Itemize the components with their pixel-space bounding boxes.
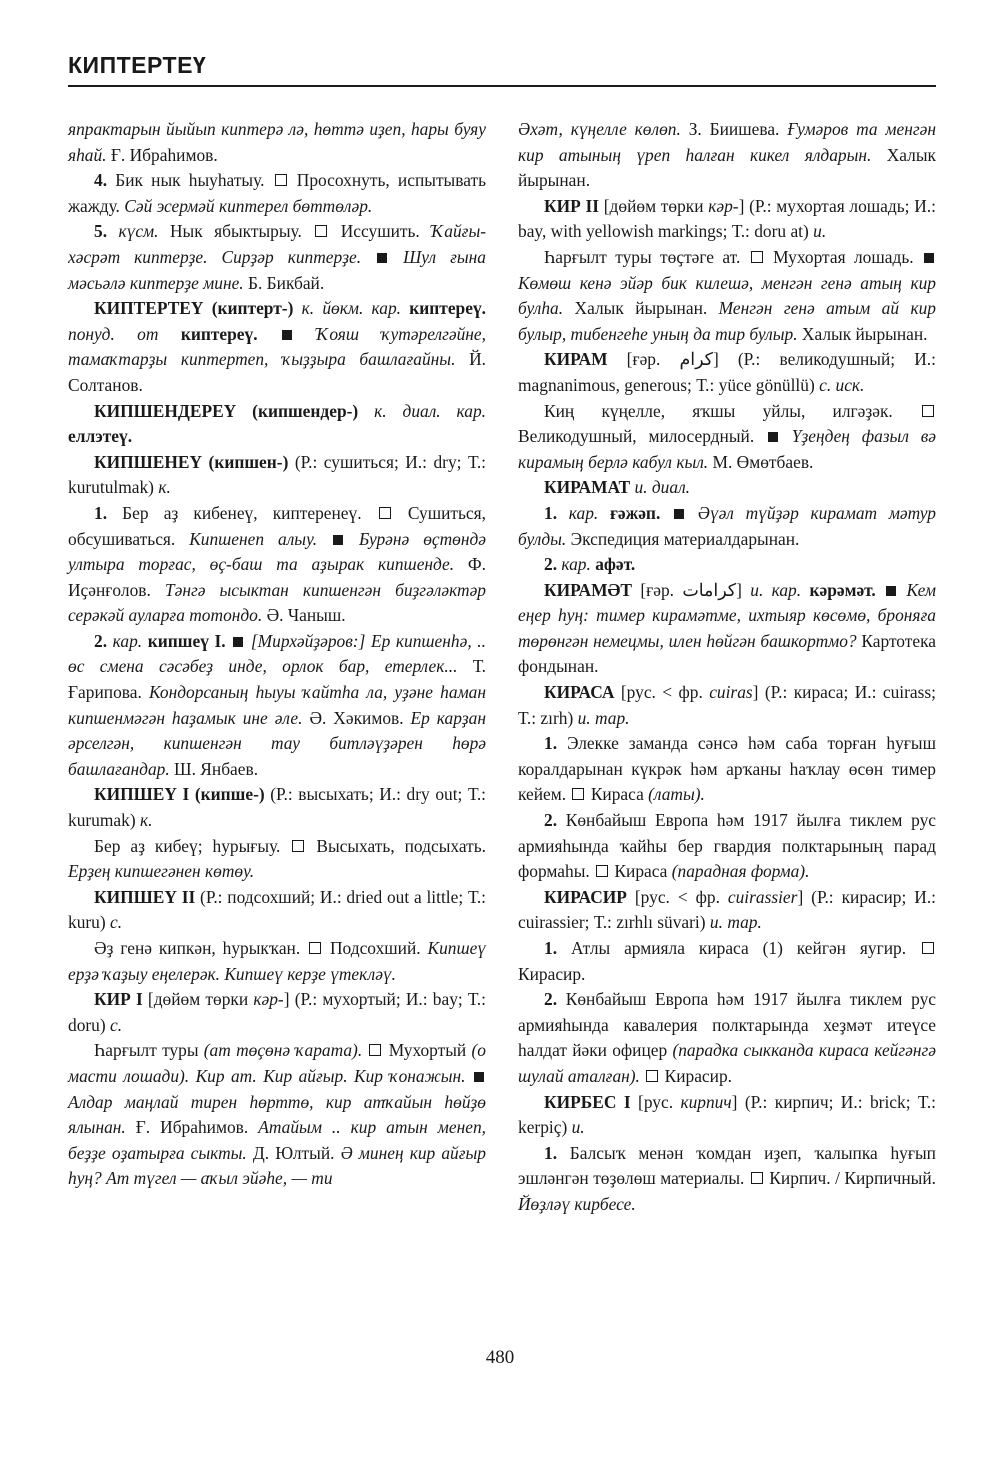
text-segment xyxy=(401,298,409,318)
text-segment: [ғәр. کرامات] xyxy=(631,579,751,600)
text-segment: Мухортый xyxy=(383,1040,472,1061)
italic-text: и. xyxy=(571,1117,585,1138)
entry-paragraph xyxy=(518,194,936,245)
text-segment: Кирасир. xyxy=(518,963,586,984)
text-segment: Киң күңелле, яҡшы уйлы, илгәҙәк. xyxy=(544,400,920,421)
text-segment: Көнбайыш Европа һәм 1917 йылға тиклем рус армияһында ҡайһы бер гвардия полктарының парад формаһы. xyxy=(518,810,936,882)
entry-paragraph xyxy=(518,501,936,552)
italic-text: кәр- xyxy=(708,195,739,216)
text-segment: ] (Р.: кираса; И.: cuirass; Т.: zırh) xyxy=(518,682,936,728)
headword-text: 2. xyxy=(544,989,558,1010)
italic-text: Кондорсаның һыуы ҡайтһа ла, уҙәне һаман кипшенмәгән һаҙамык ине әле. xyxy=(68,682,486,728)
italic-text: [Мирхәйҙәров:] Ер кипшенһә, .. өс смена сәсәбеҙ инде, орлок бар, етерлек... xyxy=(68,630,486,677)
translation-square-icon xyxy=(292,840,304,852)
entry-paragraph xyxy=(518,731,936,808)
headword-text: КИРАСА xyxy=(544,682,615,703)
translation-square-icon xyxy=(646,1070,658,1082)
example-square-icon xyxy=(233,637,243,647)
text-segment: Й. Солтанов. xyxy=(68,349,486,395)
text-segment: [рус. < фр. xyxy=(614,682,710,703)
translation-square-icon xyxy=(315,225,327,237)
text-segment: Нык ябыктырыу. xyxy=(158,221,314,242)
headword-text: КИПШЕҮ I (кипше-) xyxy=(94,784,265,805)
text-segment xyxy=(362,1040,367,1060)
headword-text: КИРБЕС I xyxy=(544,1091,631,1112)
italic-text: Ҡояш ҡутәрелгәйне, тамаҡтарҙы киптертеп, ҡыҙҙыра башлағайны. xyxy=(68,323,486,370)
text-segment: ] (Р.: кирпич; И.: brick; Т.: kerpiç) xyxy=(518,1091,936,1138)
headword-text: КИПШЕНЕҮ (кипшен-) xyxy=(94,451,289,472)
entry-paragraph xyxy=(68,117,486,168)
text-segment: (Р.: высыхать; И.: dry out; Т.: kurumak) xyxy=(68,784,487,831)
translation-square-icon xyxy=(922,405,934,417)
italic-text: Ерҙең кипшегәнен көтөу. xyxy=(68,861,255,882)
italic-text: Сәй эсермәй киптерел бөттөләр. xyxy=(124,195,373,216)
example-square-icon xyxy=(768,432,778,442)
text-segment: [ғәр. کرام] (Р.: великодушный; И.: magnanimous, generous; Т.: yüce gönüllü) xyxy=(518,349,936,395)
entry-paragraph xyxy=(68,834,486,885)
italic-text: Кипшенеп алыу. xyxy=(189,528,318,549)
headword-text: КИРАМАТ xyxy=(544,477,631,498)
text-segment: Картотека фондынан. xyxy=(518,630,936,677)
headword-text: 4. xyxy=(94,170,108,191)
italic-text: и. тар. xyxy=(709,912,762,933)
entry-paragraph xyxy=(68,450,486,501)
entry-paragraph xyxy=(518,117,936,194)
italic-text: Кипшеү ерҙә ҡаҙыу еңелерәк. Кипшеү керҙе үтекләү. xyxy=(68,938,486,984)
italic-text: Ҡайғы-хәсрәт киптерҙе. Сирҙәр киптерҙе. xyxy=(68,221,487,267)
text-segment: Халык йырынан. xyxy=(797,323,928,344)
italic-text: Ә минең кир айғыр һуң? Ат түгел — аҡыл эйәһе, — ти xyxy=(68,1142,486,1189)
left-column xyxy=(68,117,486,1192)
italic-text: Бурәнә өҫтөндә ултыра торғас, өҫ-баш та аҙырак кипшенде. xyxy=(68,528,487,575)
example-square-icon xyxy=(924,253,934,263)
text-segment: [рус. xyxy=(630,1091,681,1112)
text-segment xyxy=(598,503,610,523)
entry-paragraph xyxy=(68,399,486,450)
text-segment xyxy=(317,529,331,549)
headword-text: КИПШЕНДЕРЕҮ (кипшендер-) xyxy=(94,400,359,421)
italic-text: к. xyxy=(158,477,171,498)
text-segment: М. Өмөтбаев. xyxy=(708,451,814,472)
headword-text: 1. xyxy=(94,502,108,523)
headword-text: еллэтеү. xyxy=(68,426,133,447)
text-segment: Халык йырынан. xyxy=(518,144,936,191)
text-segment xyxy=(158,324,180,344)
entry-paragraph xyxy=(68,219,486,296)
text-segment: Кирасир. xyxy=(660,1065,733,1086)
headword-text: афәт. xyxy=(595,554,636,575)
translation-square-icon xyxy=(379,507,391,519)
entry-paragraph xyxy=(518,1141,936,1218)
italic-text: cuirassier xyxy=(727,886,798,907)
translation-square-icon xyxy=(369,1044,381,1056)
text-segment xyxy=(258,324,280,344)
italic-text: Тәнгә ысыктан кипшенгән биҙгәләктәр серәкәй ауларға тотондо. xyxy=(68,579,486,626)
headword-text: 1. xyxy=(544,733,558,754)
headword-text: 2. xyxy=(94,630,108,651)
text-segment: Ғ. Ибраһимов. xyxy=(106,144,218,165)
entry-paragraph xyxy=(518,552,936,578)
text-segment: Бер аҙ кибенеү, киптеренеү. xyxy=(107,502,377,523)
italic-text: и. кар. xyxy=(750,579,802,600)
text-segment: Ғ. Ибраһимов. xyxy=(125,1117,259,1138)
text-segment: Бик нык һыуһатыу. xyxy=(107,170,273,191)
headword-text: кипшеү I. xyxy=(147,630,226,651)
text-segment xyxy=(660,503,672,523)
italic-text: Ғумәров та менгән кир атының үреп һалған кикел ялдарын. xyxy=(518,119,936,165)
text-segment: Атлы армияла кираса (1) кейгән яугир. xyxy=(557,938,920,958)
text-segment: Һарғылт туры төҫтәге ат. xyxy=(544,246,749,267)
example-square-icon xyxy=(886,586,896,596)
entry-paragraph xyxy=(518,885,936,936)
entry-paragraph xyxy=(68,501,486,629)
entry-paragraph xyxy=(68,168,486,219)
text-segment: Подсохший. xyxy=(323,938,428,958)
headword-text: 1. xyxy=(544,502,558,523)
text-segment: Д. Юлтый. xyxy=(246,1142,341,1163)
text-segment: Мухортая лошадь. xyxy=(764,246,922,267)
text-segment: [дөйөм төрки xyxy=(599,195,709,216)
headword-text: КИР I xyxy=(94,989,143,1010)
text-segment: Көнбайыш Европа һәм 1917 йылға тиклем рус армияһында кавалерия полктарында хеҙмәт итеүсе һалдат йәки офицер xyxy=(518,989,936,1061)
headword-text: киптереү. xyxy=(409,298,486,319)
headword-text: ғәжәп. xyxy=(609,502,661,523)
page-number: 480 xyxy=(485,1347,515,1368)
text-segment xyxy=(640,1066,644,1086)
running-head: КИПТЕРТЕҮ xyxy=(68,52,207,78)
italic-text: и. тар. xyxy=(577,707,630,728)
entry-paragraph xyxy=(68,782,486,833)
italic-text: (о масти лошади). Кир ат. Кир айғыр. Кир ҡонажын. xyxy=(68,1040,486,1086)
italic-text: Алдар маңлай тирен һөрттө, кир атҡайын һөйҙө ялынан. xyxy=(68,1091,486,1138)
italic-text: Менгән генә атым ай кир булыр, тибенгеһе уның да тир булыр. xyxy=(518,298,936,344)
example-square-icon xyxy=(282,330,292,340)
text-segment: Т. Ғарипова. xyxy=(68,656,486,703)
italic-text: и. xyxy=(813,221,827,242)
translation-square-icon xyxy=(275,174,287,186)
italic-text: кар. xyxy=(557,502,599,523)
headword-text: кәрәмәт. xyxy=(809,579,876,600)
text-segment: Ә. Хәкимов. xyxy=(302,707,411,728)
italic-text: (парадная форма). xyxy=(671,861,810,882)
text-segment: Ш. Янбаев. xyxy=(169,758,259,779)
italic-text: кәр- xyxy=(253,989,284,1010)
text-segment xyxy=(361,247,375,267)
header-rule xyxy=(68,85,936,87)
italic-text: Әүәл түйҙәр кирамат мәтур булды. xyxy=(518,502,936,549)
text-segment xyxy=(226,631,232,651)
right-column xyxy=(518,117,936,1218)
italic-text: к. йөкм. кар. xyxy=(293,298,401,319)
headword-text: киптереү. xyxy=(180,323,258,344)
entry-paragraph xyxy=(518,936,936,987)
headword-text: 2. xyxy=(544,810,558,831)
text-segment: (Р.: сушиться; И.: dry; Т.: kurutulmak) xyxy=(68,451,487,498)
italic-text: (ат төҫөнә ҡарата). xyxy=(203,1040,363,1061)
headword-text: 1. xyxy=(544,938,558,958)
example-square-icon xyxy=(474,1072,484,1082)
text-segment: Сушиться, обсушиваться. xyxy=(68,502,486,549)
italic-text: япрактарын йыйып киптерә лә, һөттә иҙеп, һары буяу яһай. xyxy=(68,119,486,165)
text-segment: Просохнуть, испытывать жажду. xyxy=(68,170,487,216)
italic-text: Әхәт, күңелле көлөп. xyxy=(518,119,681,139)
text-segment: [дөйөм төрки xyxy=(142,989,254,1010)
headword-text: КИР II xyxy=(544,195,600,216)
text-segment: ] (Р.: мухортая лошадь; И.: bay, with yellowish markings; Т.: doru at) xyxy=(518,195,936,242)
translation-square-icon xyxy=(596,865,608,877)
italic-text: cuiras xyxy=(709,682,753,703)
text-segment: Кирпич. / Кирпичный. xyxy=(764,1168,936,1189)
entry-paragraph xyxy=(518,399,936,476)
text-segment: Ә. Чаныш. xyxy=(262,605,346,626)
italic-text: кар. xyxy=(557,554,591,575)
italic-text: Кем еңер һуң: тимер кирамәтме, ихтыяр көсөмө, броняға төрөнгән немецмы, илен һөйгән башкортмо? xyxy=(518,579,937,651)
example-square-icon xyxy=(377,253,387,263)
text-segment: Ф. Иҫәнғолов. xyxy=(68,554,487,600)
translation-square-icon xyxy=(309,942,321,954)
italic-text: с. иск. xyxy=(819,374,865,395)
text-segment: (Р.: подсохший; И.: dried out a little; Т.: kuru) xyxy=(68,886,486,933)
entry-paragraph xyxy=(518,578,936,680)
italic-text: (парадка сыкканда кираса кейгәнгә шулай аталған). xyxy=(518,1040,936,1086)
text-segment: ] (Р.: кирасир; И.: cuirassier; Т.: zırhlı süvari) xyxy=(518,886,936,933)
text-segment: Әҙ генә кипкән, һурыкҡан. xyxy=(94,938,308,958)
headword-text: КИРАСИР xyxy=(544,886,627,907)
translation-square-icon xyxy=(751,1172,763,1184)
text-segment: Кираса xyxy=(610,861,672,882)
entry-paragraph xyxy=(518,1090,936,1141)
text-segment: Һарғылт туры xyxy=(94,1040,204,1061)
entry-paragraph xyxy=(518,475,936,501)
italic-text: күсм. xyxy=(107,221,159,242)
entry-paragraph xyxy=(518,347,936,398)
text-segment: Экспедиция материалдарынан. xyxy=(566,528,800,549)
entry-paragraph xyxy=(518,680,936,731)
italic-text: Көмөш кенә эйәр бик килешә, менгән генә атың кир булһа. xyxy=(518,272,936,319)
text-segment: Иссушить. xyxy=(329,221,432,242)
headword-text: КИРАМ xyxy=(544,349,608,370)
italic-text: Үҙеңдең фазыл вә кирамың берлә кабул кыл. xyxy=(518,426,936,472)
translation-square-icon xyxy=(922,942,934,954)
translation-square-icon xyxy=(751,251,763,263)
entry-paragraph xyxy=(68,1038,486,1192)
text-segment xyxy=(876,580,884,600)
text-segment: Халык йырынан. xyxy=(563,298,719,319)
text-segment: ] (Р.: мухортый; И.: bay; Т.: doru) xyxy=(68,989,486,1035)
italic-text: к. диал. кар. xyxy=(358,400,486,421)
example-square-icon xyxy=(333,535,343,545)
italic-text: и. диал. xyxy=(630,477,690,498)
entry-paragraph xyxy=(518,808,936,885)
translation-square-icon xyxy=(572,788,584,800)
text-segment: Великодушный, милосердный. xyxy=(518,426,766,447)
italic-text: кар. xyxy=(107,630,143,651)
text-segment: Кираса xyxy=(586,784,649,805)
italic-text: Атайым .. кир атын менеп, беҙҙе оҙатырға сыкты. xyxy=(68,1117,487,1163)
italic-text: с. xyxy=(110,1014,123,1035)
headword-text: 1. xyxy=(544,1142,558,1163)
italic-text: кирпич xyxy=(680,1091,732,1112)
entry-paragraph xyxy=(68,629,486,783)
entry-paragraph xyxy=(518,245,936,347)
headword-text: КИПТЕРТЕҮ (киптерт-) xyxy=(94,298,294,319)
italic-text: Йөҙләү кирбесе. xyxy=(518,1193,636,1214)
text-segment: Высыхать, подсыхать. xyxy=(306,835,486,856)
headword-text: 5. xyxy=(94,221,108,242)
italic-text: Шул ғына мәсьәлә киптерҙе мине. xyxy=(68,246,487,293)
entry-paragraph xyxy=(68,296,486,398)
page-header xyxy=(68,52,936,79)
italic-text: к. xyxy=(139,810,153,831)
italic-text: с. xyxy=(110,912,123,933)
italic-text: Ер карҙан әрселгән, кипшенгән тау битләүҙәрен һөрә башлағандар. xyxy=(68,707,486,779)
italic-text: понуд. от xyxy=(68,323,159,344)
text-segment: Бер аҙ кибеү; һурығыу. xyxy=(94,835,291,856)
text-segment xyxy=(466,1066,472,1086)
text-segment: Б. Бикбай. xyxy=(243,272,325,293)
entry-paragraph xyxy=(68,885,486,936)
entry-paragraph xyxy=(68,936,486,987)
example-square-icon xyxy=(674,509,684,519)
headword-text: 2. xyxy=(544,554,558,575)
entry-paragraph xyxy=(518,987,936,1089)
text-segment: Балсыҡ менән ҡомдан иҙеп, ҡалыпка һуғып эшләнгән төҙөлөш материалы. xyxy=(518,1142,936,1189)
text-segment: [рус. < фр. xyxy=(626,886,728,907)
text-segment: Элекке заманда сәнсә һәм саба торған һуғыш коралдарынан күкрәк һәм арҡаны һаҡлау өсөн тимер кейем. xyxy=(518,733,936,805)
text-segment: З. Биишева. xyxy=(680,119,788,139)
headword-text: КИРАМӘТ xyxy=(544,579,632,600)
headword-text: КИПШЕҮ II xyxy=(94,886,196,907)
entry-paragraph xyxy=(68,987,486,1038)
italic-text: (латы). xyxy=(648,784,705,805)
